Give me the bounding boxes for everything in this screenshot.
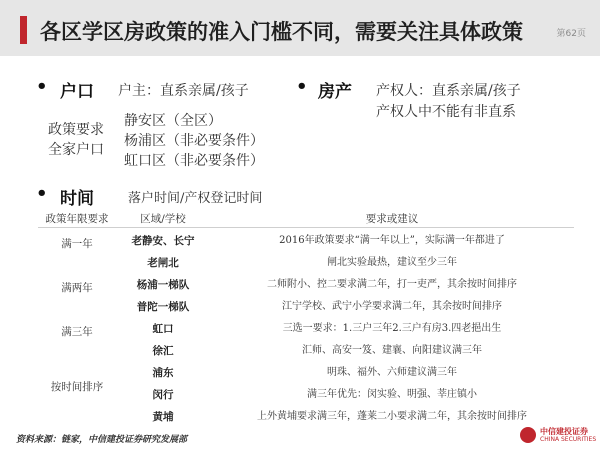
row-requirement: 明珠、福外、六师建议满三年 [327,367,457,378]
logo-mark-icon [520,427,536,443]
table-row [118,384,574,406]
title-accent-bar [20,16,27,44]
table-row [118,362,574,384]
property-line-2: 产权人中不能有非直系 [376,104,516,120]
table-header-district: 区域/学校 [140,213,186,225]
row-requirement: 二师附小、控二要求满二年，打一吏严，其余按时间排序 [267,279,517,290]
row-district: 老静安、长宁 [131,235,195,247]
property-heading: 房产 [318,82,352,102]
slide-title: 各区学区房政策的准入门槛不同，需要关注具体政策 [40,20,523,44]
row-district: 杨浦一梯队 [136,279,190,291]
company-logo [520,424,596,446]
table-row [118,296,574,318]
table-row [118,318,574,340]
hukou-bullet: • [36,76,48,97]
row-requirement: 上外黄埔要求满三年，蓬莱二小要求满二年，其余按时间排序 [257,411,527,422]
source-note: 资料来源：链家，中信建投证券研究发展部 [16,435,188,445]
table-row [118,274,574,296]
group-by-time: 按时间排序 [50,381,104,393]
row-requirement: 汇师、高安一笈、建襄、向阳建议满三年 [302,345,482,356]
row-district: 黄埔 [152,411,174,423]
hukou-description: 户主：直系亲属/孩子 [118,83,249,99]
group-three-years: 满三年 [61,326,93,338]
hukou-heading: 户口 [60,82,94,102]
table-row [118,406,574,428]
row-district: 普陀一梯队 [136,301,190,313]
row-district: 徐汇 [152,345,174,357]
logo-text-cn: 中信建投证券 [540,427,588,436]
row-district: 虹口 [152,323,174,335]
hukou-requirement-label-2: 全家户口 [48,142,104,158]
table-header-requirement: 要求或建议 [365,213,419,225]
hukou-district-yangpu: 杨浦区（非必要条件） [124,133,264,149]
table-header-rule [38,227,574,228]
hukou-requirement-label-1: 政策要求 [48,122,104,138]
row-district: 老闸北 [147,257,179,269]
property-bullet: • [296,76,308,97]
row-district: 闵行 [152,389,174,401]
group-one-year: 满一年 [61,238,93,250]
time-bullet: • [36,183,48,204]
row-requirement: 三选一要求：1.三户三年2.三户有房3.四老挹出生 [282,323,502,334]
time-heading: 时间 [60,189,94,209]
row-requirement: 江宁学校、武宁小学要求满二年，其余按时间排序 [282,301,502,312]
group-two-years: 满两年 [61,282,93,294]
table-row [118,252,574,274]
page-number: 第62页 [556,29,586,39]
table-row [118,340,574,362]
row-district: 浦东 [152,367,174,379]
row-requirement: 满三年优先：闵实验、明强、莘庄镇小 [307,389,477,400]
title-bar [0,0,600,56]
row-requirement: 2016年政策要求“满一年以上”，实际满一年都进了 [279,235,505,246]
table-row [118,230,574,252]
property-line-1: 产权人：直系亲属/孩子 [376,83,521,99]
hukou-district-jingan: 静安区（全区） [124,113,222,129]
row-requirement: 闸北实验最热，建议至少三年 [327,257,457,268]
table-header-years: 政策年限要求 [45,213,109,225]
hukou-district-hongkou: 虹口区（非必要条件） [124,153,264,169]
time-description: 落户时间/产权登记时间 [128,191,263,206]
logo-text-en: CHINA SECURITIES [540,436,597,443]
